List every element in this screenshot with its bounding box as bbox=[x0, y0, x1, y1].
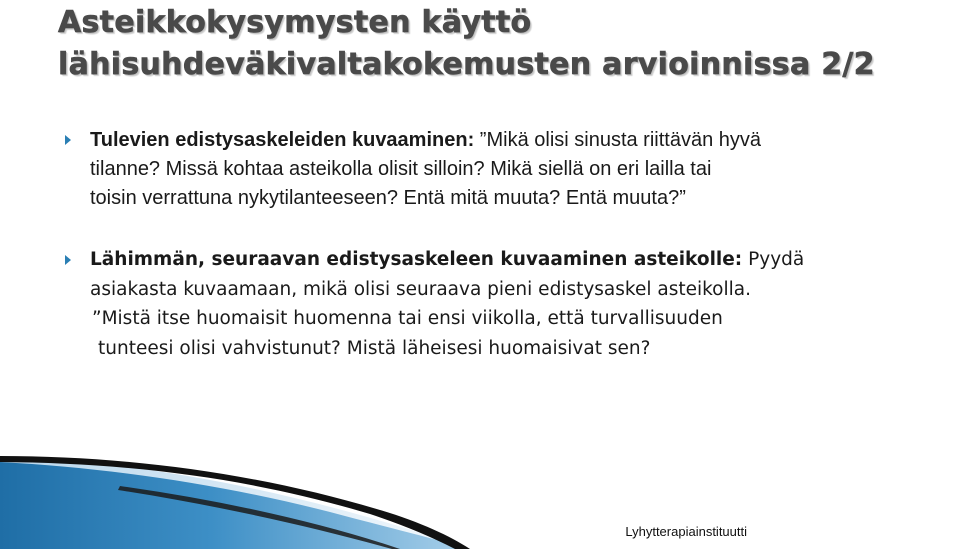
bullet-1-line-1 bbox=[90, 126, 945, 155]
bullet-list bbox=[65, 126, 945, 363]
bullet-2-lead: Lähimmän, seuraavan edistysaskeleen kuvaaminen asteikolle: bbox=[90, 249, 743, 270]
bullet-future-steps bbox=[65, 126, 945, 213]
bullet-2-line-1-rest: Pyydä bbox=[742, 249, 805, 270]
title-line-1: Asteikkokysymysten käyttö bbox=[58, 5, 532, 40]
bullet-2-line-1 bbox=[90, 245, 945, 275]
bullet-next-step bbox=[65, 245, 945, 363]
bullet-1-line-1-rest: ”Mikä olisi sinusta riittävän hyvä bbox=[474, 129, 762, 151]
bullet-1-lead: Tulevien edistysaskeleiden kuvaaminen: bbox=[90, 129, 475, 151]
bullet-2-line-2: asiakasta kuvaamaan, mikä olisi seuraava pieni edistysaskel asteikolla. bbox=[90, 278, 751, 300]
slide-title bbox=[58, 2, 948, 86]
bullet-2-line-4: tunteesi olisi vahvistunut? Mistä läheisesi huomaisivat sen? bbox=[98, 337, 651, 359]
triangle-right-icon bbox=[65, 135, 71, 145]
triangle-right-icon bbox=[65, 255, 71, 265]
title-line-2: lähisuhdeväkivaltakokemusten arvioinnissa 2/2 bbox=[58, 47, 875, 82]
bullet-2-line-3: ”Mistä itse huomaisit huomenna tai ensi viikolla, että turvallisuuden bbox=[92, 308, 723, 329]
footer-organization: Lyhytterapiainstituutti bbox=[625, 524, 747, 539]
bullet-1-line-2: tilanne? Missä kohtaa asteikolla olisit silloin? Mikä siellä on eri lailla tai bbox=[90, 158, 712, 180]
bullet-1-line-3: toisin verrattuna nykytilanteeseen? Entä mitä muuta? Entä muuta?” bbox=[90, 187, 686, 209]
